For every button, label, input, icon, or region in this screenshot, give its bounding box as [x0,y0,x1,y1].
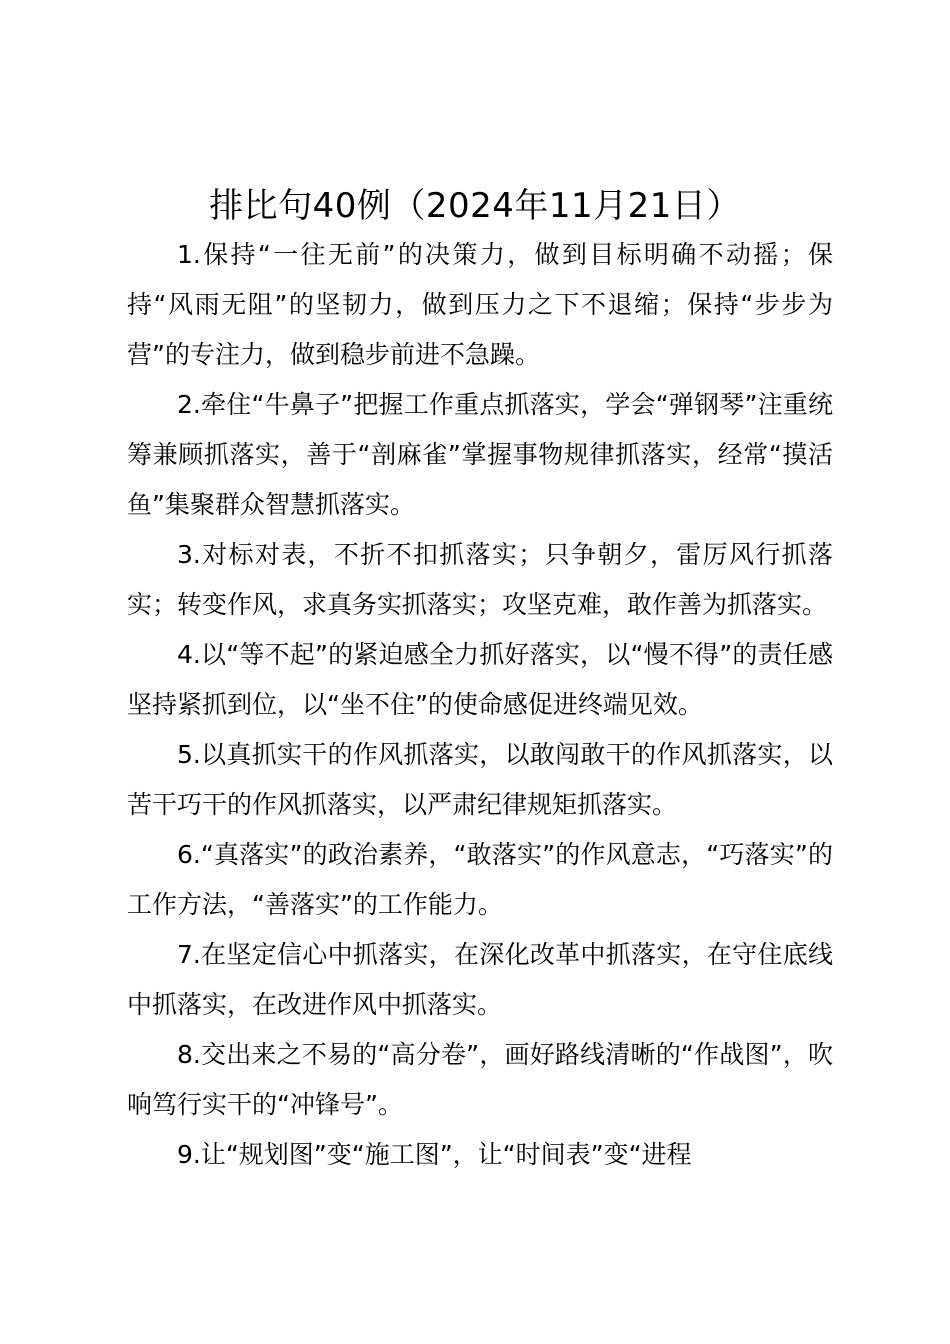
document-body [127,230,833,1180]
paragraph-3: 3.对标对表，不折不扣抓落实；只争朝夕，雷厉风行抓落实；转变作风，求真务实抓落实；攻坚克难，敢作善为抓落实。 [127,540,833,619]
paragraph-4: 4.以“等不起”的紧迫感全力抓好落实，以“慢不得”的责任感坚持紧抓到位，以“坐不住”的使命感促进终端见效。 [127,640,833,719]
paragraph-6: 6.“真落实”的政治素养，“敢落实”的作风意志，“巧落实”的工作方法，“善落实”的工作能力。 [127,840,833,919]
document-title: 排比句40例（2024年11月21日） [209,186,741,226]
paragraph-2: 2.牵住“牛鼻子”把握工作重点抓落实，学会“弹钢琴”注重统筹兼顾抓落实，善于“剖麻雀”掌握事物规律抓落实，经常“摸活鱼”集聚群众智慧抓落实。 [127,390,833,519]
paragraph-5: 5.以真抓实干的作风抓落实，以敢闯敢干的作风抓落实，以苦干巧干的作风抓落实，以严肃纪律规矩抓落实。 [127,740,833,819]
paragraph-9: 9.让“规划图”变“施工图”，让“时间表”变“进程 [177,1140,692,1169]
paragraph-7: 7.在坚定信心中抓落实，在深化改革中抓落实，在守住底线中抓落实，在改进作风中抓落实。 [127,940,833,1019]
paragraph-8: 8.交出来之不易的“高分卷”，画好路线清晰的“作战图”，吹响笃行实干的“冲锋号”。 [127,1040,833,1119]
paragraph-1: 1.保持“一往无前”的决策力，做到目标明确不动摇；保持“风雨无阻”的坚韧力，做到压力之下不退缩；保持“步步为营”的专注力，做到稳步前进不急躁。 [127,240,833,369]
